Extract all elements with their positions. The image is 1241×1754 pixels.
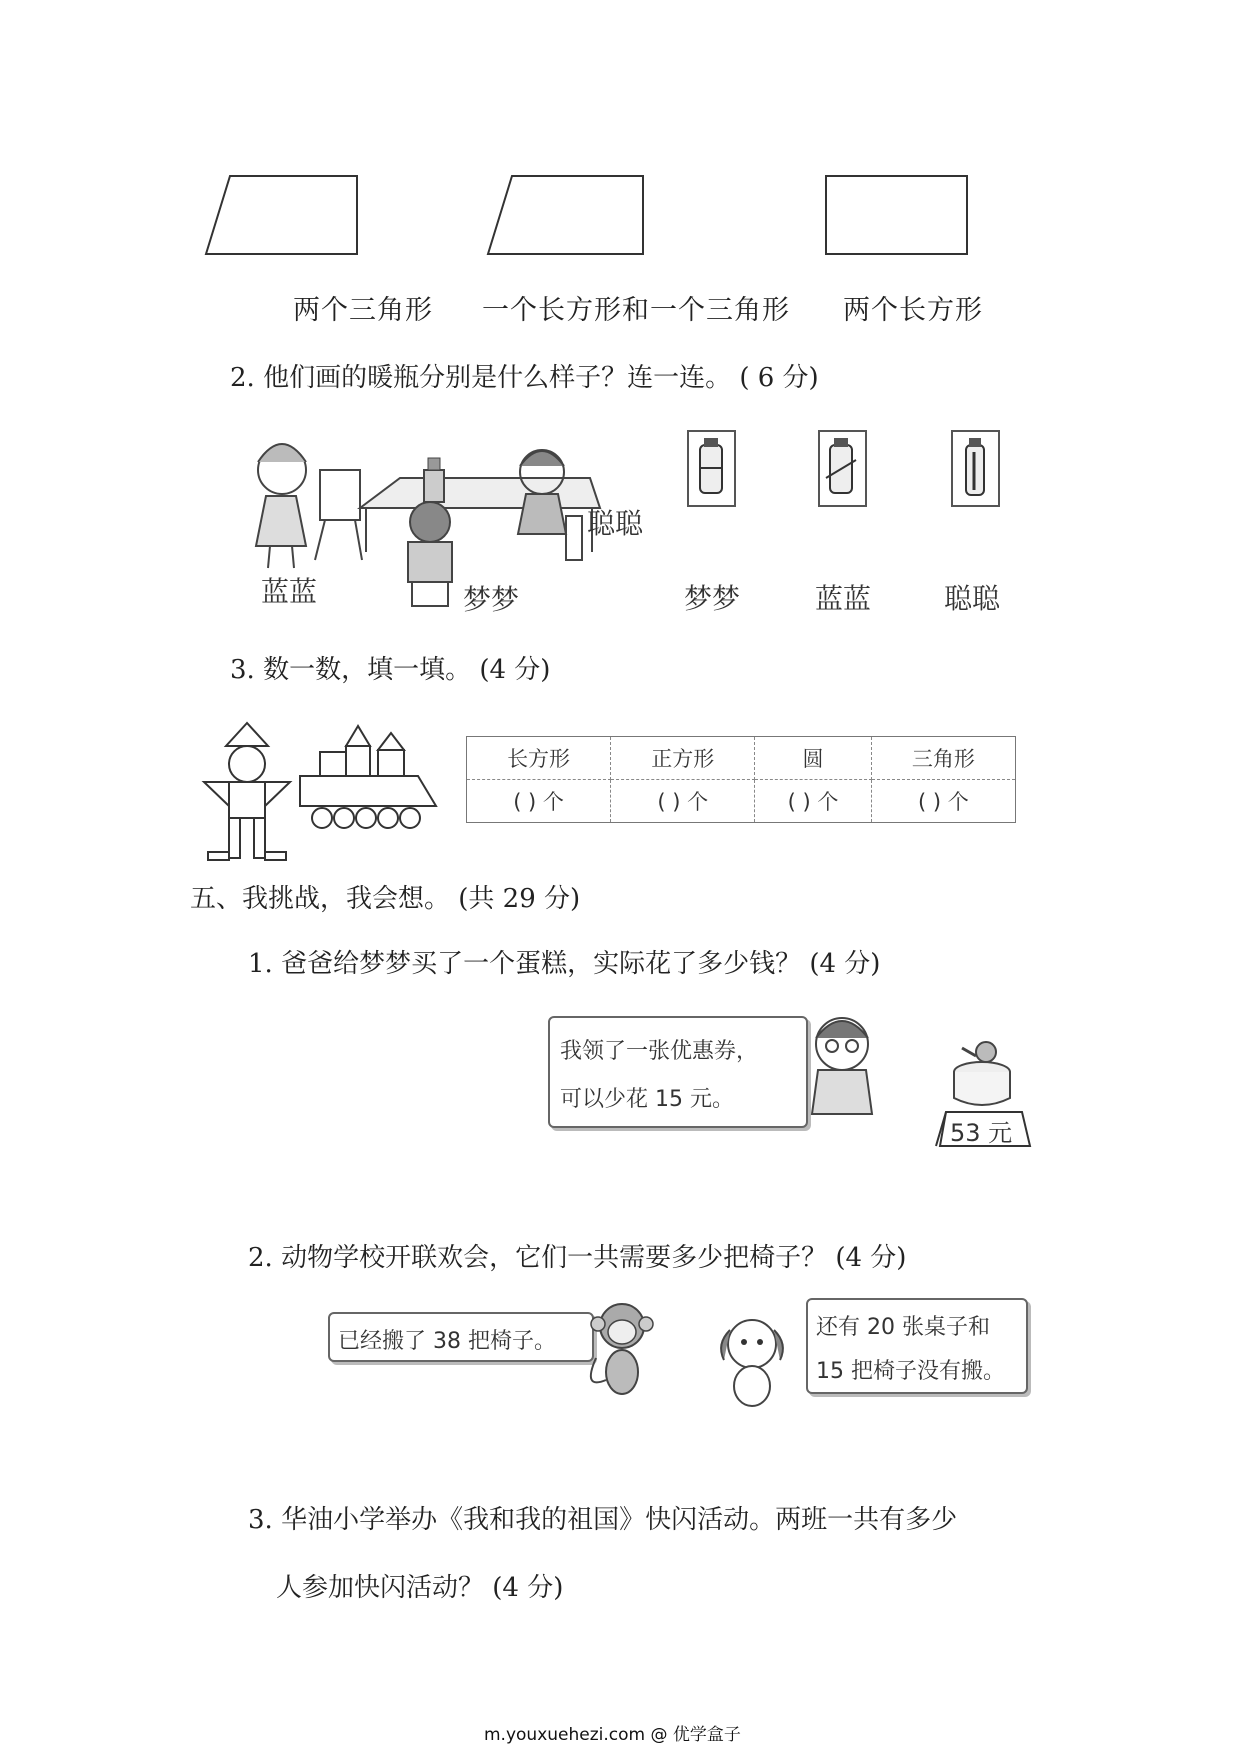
question-5-3-line1: 3. 华油小学举办《我和我的祖国》快闪活动。两班一共有多少 <box>248 1505 958 1535</box>
bubble-dog-line1: 还有 20 张桌子和 <box>816 1315 990 1340</box>
question-4-3: 3. 数一数，填一填。 (4 分) <box>230 655 551 685</box>
header-square: 正方形 <box>611 737 755 780</box>
scene-name-mengmeng: 梦梦 <box>463 583 520 616</box>
header-circle: 圆 <box>755 737 872 780</box>
shape-label-1: 两个三角形 <box>293 295 433 326</box>
scene-name-congcong: 聪聪 <box>587 507 644 540</box>
answer-blank-square[interactable]: ( ) 个 <box>611 780 755 823</box>
header-rectangle: 长方形 <box>467 737 611 780</box>
drawing-name-1: 梦梦 <box>684 582 741 615</box>
section-5-title: 五、我挑战，我会想。 (共 29 分) <box>190 884 581 914</box>
cake-price-tag: 53 元 <box>950 1119 1013 1147</box>
drawing-name-3: 聪聪 <box>944 582 1001 615</box>
drawing-name-2: 蓝蓝 <box>815 582 872 615</box>
header-triangle: 三角形 <box>871 737 1015 780</box>
bubble-coupon-line1: 我领了一张优惠券， <box>560 1039 759 1064</box>
bubble-monkey-text: 已经搬了 38 把椅子。 <box>338 1329 556 1354</box>
question-5-3-line2: 人参加快闪活动？ (4 分) <box>276 1573 564 1603</box>
footer-watermark: m.youxuehezi.com @ 优学盒子 <box>484 1725 741 1745</box>
bubble-coupon-line2: 可以少花 15 元。 <box>560 1087 734 1112</box>
question-5-2: 2. 动物学校开联欢会，它们一共需要多少把椅子？ (4 分) <box>248 1243 907 1273</box>
question-5-1: 1. 爸爸给梦梦买了一个蛋糕，实际花了多少钱？ (4 分) <box>248 949 881 979</box>
bubble-dog-line2: 15 把椅子没有搬。 <box>816 1359 1005 1384</box>
question-4-2: 2. 他们画的暖瓶分别是什么样子？连一连。 ( 6 分) <box>230 363 819 393</box>
shape-label-3: 两个长方形 <box>843 295 983 326</box>
scene-name-lanlan: 蓝蓝 <box>261 575 318 608</box>
answer-blank-rectangle[interactable]: ( ) 个 <box>467 780 611 823</box>
answer-blank-circle[interactable]: ( ) 个 <box>755 780 872 823</box>
shape-label-2: 一个长方形和一个三角形 <box>482 295 790 326</box>
answer-blank-triangle[interactable]: ( ) 个 <box>871 780 1015 823</box>
